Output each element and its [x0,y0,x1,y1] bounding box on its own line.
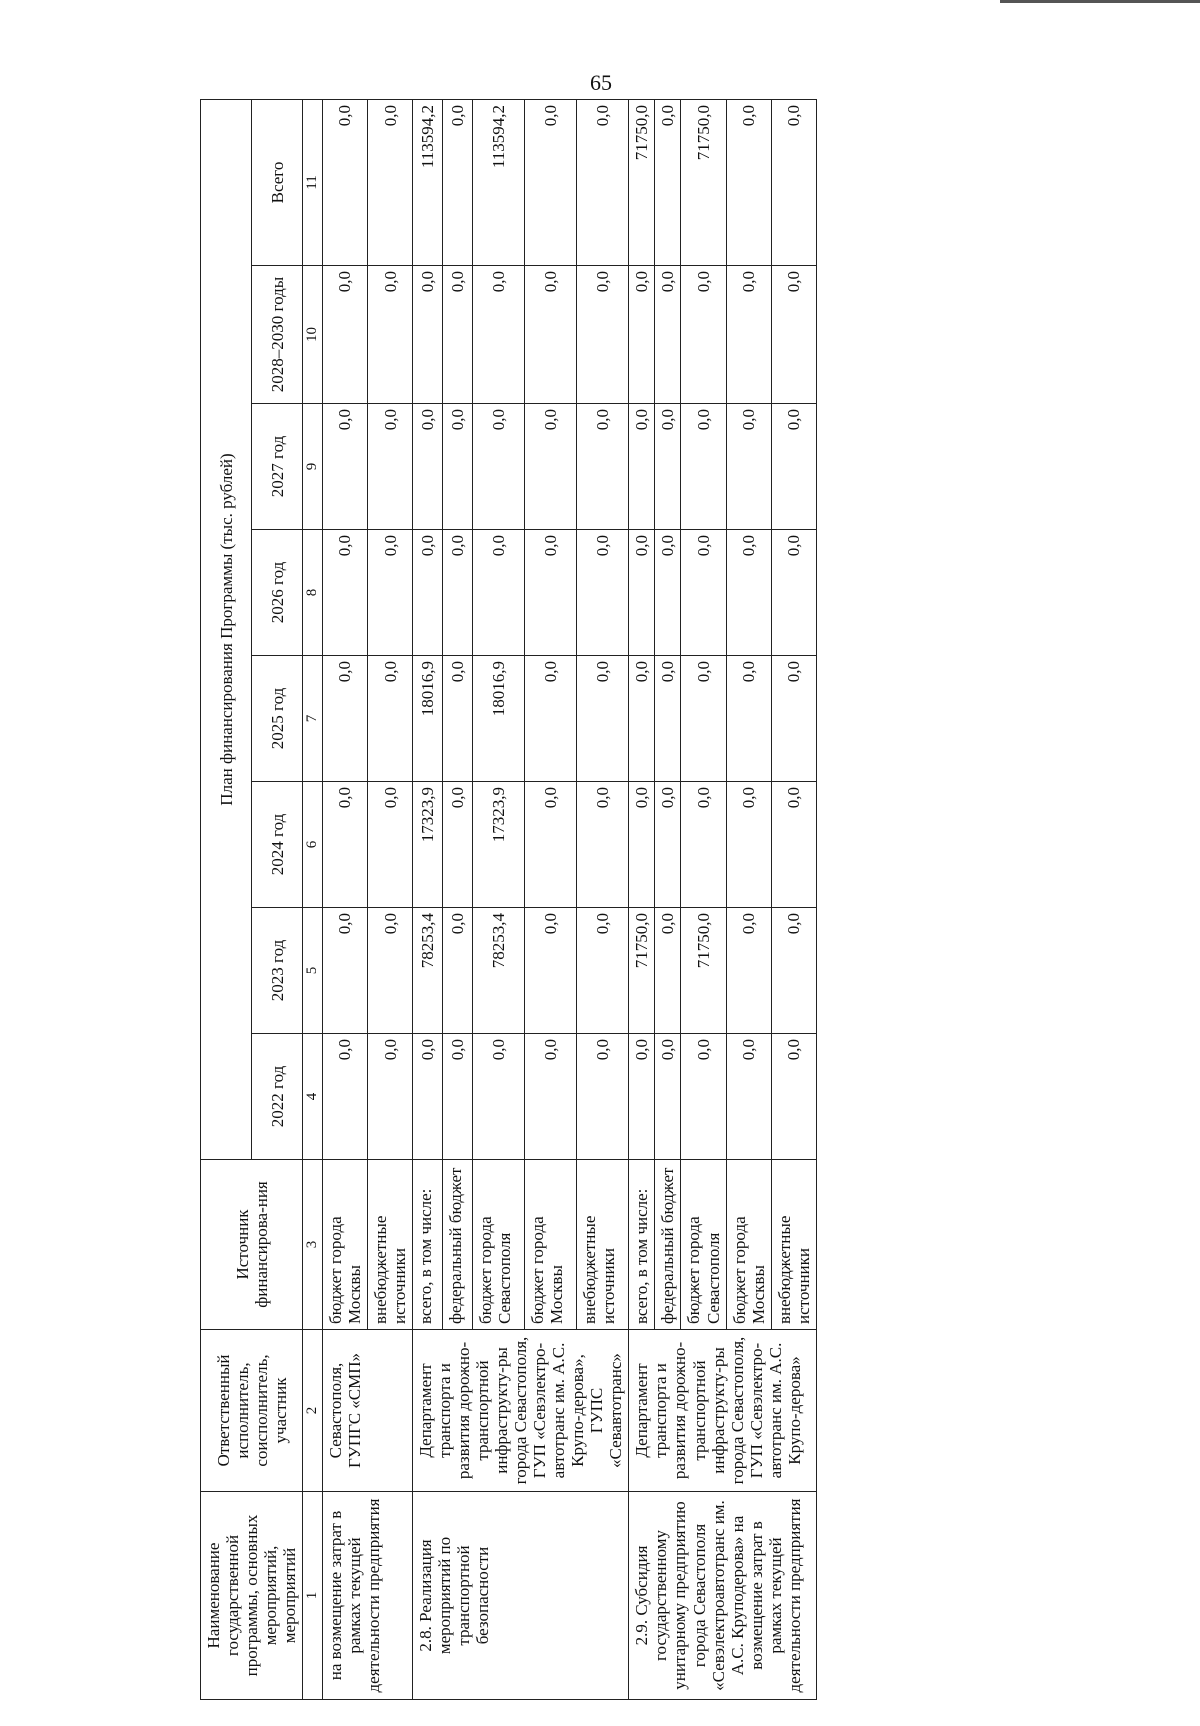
value-cell: 0,0 [771,656,816,782]
value-cell: 71750,0 [681,908,726,1034]
value-cell: 0,0 [413,404,443,530]
value-cell: 0,0 [322,1034,367,1160]
header-year: 2023 год [252,908,303,1034]
measure-name: на возмещение затрат в рамках текущей деятельности предприятия [322,1492,412,1700]
header-year: 2025 год [252,656,303,782]
value-cell: 0,0 [368,266,413,404]
value-cell: 0,0 [771,908,816,1034]
total-cell: 113594,2 [413,100,443,266]
total-cell: 0,0 [322,100,367,266]
value-cell: 0,0 [368,908,413,1034]
source-cell: внебюджетные источники [577,1160,629,1330]
executor-cell: Департамент транспорта и развития дорожно-транспортной инфраструкту-ры города Севастополя, ГУП «Севэлектро-автотранс им. А.С. Крупо-дерова», ГУПС «Севавтотранс» [413,1330,629,1492]
value-cell: 0,0 [655,782,681,908]
value-cell: 0,0 [368,656,413,782]
value-cell: 0,0 [726,530,771,656]
source-cell: федеральный бюджет [655,1160,681,1330]
value-cell: 0,0 [443,656,473,782]
value-cell: 0,0 [771,404,816,530]
value-cell: 0,0 [655,404,681,530]
total-cell: 0,0 [726,100,771,266]
total-cell: 0,0 [771,100,816,266]
value-cell: 0,0 [368,404,413,530]
total-cell: 0,0 [655,100,681,266]
value-cell: 0,0 [443,908,473,1034]
value-cell: 0,0 [629,530,655,656]
column-number-row [303,100,323,1700]
col-number: 5 [303,908,323,1034]
total-cell: 71750,0 [629,100,655,266]
total-cell: 0,0 [577,100,629,266]
header-year: 2026 год [252,530,303,656]
source-cell: бюджет города Севастополя [681,1160,726,1330]
value-cell: 0,0 [413,530,443,656]
value-cell: 0,0 [726,266,771,404]
source-cell: бюджет города Севастополя [473,1160,525,1330]
value-cell: 0,0 [525,782,577,908]
table-row [413,100,443,1700]
col-number: 3 [303,1160,323,1330]
value-cell: 0,0 [473,530,525,656]
value-cell: 17323,9 [473,782,525,908]
total-cell: 0,0 [443,100,473,266]
source-cell: бюджет города Москвы [525,1160,577,1330]
executor-cell: Департамент транспорта и развития дорожно-транспортной инфраструкту-ры города Севастополя, ГУП «Севэлектро-автотранс им. А.С. Крупо-дерова» [629,1330,816,1492]
value-cell: 0,0 [577,782,629,908]
value-cell: 0,0 [771,530,816,656]
measure-name: 2.9. Субсидия государственному унитарному предприятию города Севастополя «Севэлектроавтотранс им. А.С. Круподерова» на возмещение затрат в рамках текущей деятельности предприятия [629,1492,816,1700]
rotated-table-wrapper [200,100,1100,1700]
value-cell: 0,0 [629,656,655,782]
value-cell: 0,0 [443,782,473,908]
source-cell: бюджет города Москвы [726,1160,771,1330]
value-cell: 0,0 [322,266,367,404]
header-year: 2028–2030 годы [252,266,303,404]
value-cell: 0,0 [525,530,577,656]
value-cell: 0,0 [577,1034,629,1160]
value-cell: 0,0 [322,782,367,908]
value-cell: 0,0 [322,530,367,656]
header-source: Источник финансирова-ния [201,1160,303,1330]
value-cell: 0,0 [629,782,655,908]
col-number: 6 [303,782,323,908]
value-cell: 0,0 [368,530,413,656]
value-cell: 0,0 [368,782,413,908]
value-cell: 0,0 [443,530,473,656]
header-plan: План финансирования Программы (тыс. рублей) [201,100,252,1160]
value-cell: 0,0 [726,782,771,908]
total-cell: 0,0 [525,100,577,266]
source-cell: внебюджетные источники [771,1160,816,1330]
source-cell: федеральный бюджет [443,1160,473,1330]
value-cell: 0,0 [322,908,367,1034]
total-cell: 113594,2 [473,100,525,266]
page-number: 65 [590,70,612,95]
col-number: 7 [303,656,323,782]
value-cell: 0,0 [322,404,367,530]
col-number: 1 [303,1492,323,1700]
value-cell: 0,0 [525,404,577,530]
value-cell: 0,0 [413,1034,443,1160]
value-cell: 0,0 [681,530,726,656]
table-row [322,100,367,1700]
value-cell: 0,0 [473,1034,525,1160]
value-cell: 0,0 [413,266,443,404]
source-cell: всего, в том числе: [629,1160,655,1330]
header-year: 2024 год [252,782,303,908]
measure-name: 2.8. Реализация мероприятий по транспортной безопасности [413,1492,629,1700]
value-cell: 0,0 [629,1034,655,1160]
value-cell: 0,0 [577,404,629,530]
value-cell: 0,0 [577,908,629,1034]
value-cell: 0,0 [577,266,629,404]
header-year: 2027 год [252,404,303,530]
executor-cell: Севастополя, ГУПГС «СМП» [322,1330,412,1492]
header-year: 2022 год [252,1034,303,1160]
value-cell: 0,0 [473,404,525,530]
value-cell: 0,0 [726,908,771,1034]
value-cell: 0,0 [473,266,525,404]
header-executor: Ответственный исполнитель, соисполнитель, участник [201,1330,303,1492]
col-number: 4 [303,1034,323,1160]
header-total: Всего [252,100,303,266]
financing-table [200,99,817,1700]
value-cell: 0,0 [525,1034,577,1160]
value-cell: 0,0 [443,1034,473,1160]
value-cell: 0,0 [771,266,816,404]
header-row-1 [201,100,252,1700]
value-cell: 0,0 [525,266,577,404]
value-cell: 0,0 [322,656,367,782]
table-body [322,100,816,1700]
value-cell: 0,0 [726,656,771,782]
value-cell: 0,0 [577,530,629,656]
top-edge-line [1000,0,1200,3]
value-cell: 0,0 [771,782,816,908]
value-cell: 17323,9 [413,782,443,908]
value-cell: 0,0 [443,404,473,530]
source-cell: внебюджетные источники [368,1160,413,1330]
table-row [629,100,655,1700]
value-cell: 0,0 [629,404,655,530]
value-cell: 0,0 [655,908,681,1034]
value-cell: 0,0 [655,656,681,782]
value-cell: 18016,9 [473,656,525,782]
value-cell: 0,0 [655,1034,681,1160]
value-cell: 0,0 [525,908,577,1034]
value-cell: 0,0 [681,404,726,530]
source-cell: всего, в том числе: [413,1160,443,1330]
value-cell: 0,0 [655,266,681,404]
value-cell: 0,0 [368,1034,413,1160]
source-cell: бюджет города Москвы [322,1160,367,1330]
total-cell: 0,0 [368,100,413,266]
value-cell: 71750,0 [629,908,655,1034]
total-cell: 71750,0 [681,100,726,266]
value-cell: 0,0 [726,404,771,530]
value-cell: 78253,4 [413,908,443,1034]
value-cell: 0,0 [681,1034,726,1160]
value-cell: 0,0 [726,1034,771,1160]
value-cell: 0,0 [443,266,473,404]
col-number: 11 [303,100,323,266]
value-cell: 0,0 [681,656,726,782]
col-number: 2 [303,1330,323,1492]
col-number: 9 [303,404,323,530]
value-cell: 0,0 [771,1034,816,1160]
value-cell: 0,0 [681,266,726,404]
value-cell: 18016,9 [413,656,443,782]
col-number: 8 [303,530,323,656]
value-cell: 0,0 [655,530,681,656]
value-cell: 0,0 [681,782,726,908]
value-cell: 78253,4 [473,908,525,1034]
value-cell: 0,0 [577,656,629,782]
col-number: 10 [303,266,323,404]
value-cell: 0,0 [525,656,577,782]
value-cell: 0,0 [629,266,655,404]
header-name: Наименование государственной программы, основных мероприятий, мероприятий [201,1492,303,1700]
